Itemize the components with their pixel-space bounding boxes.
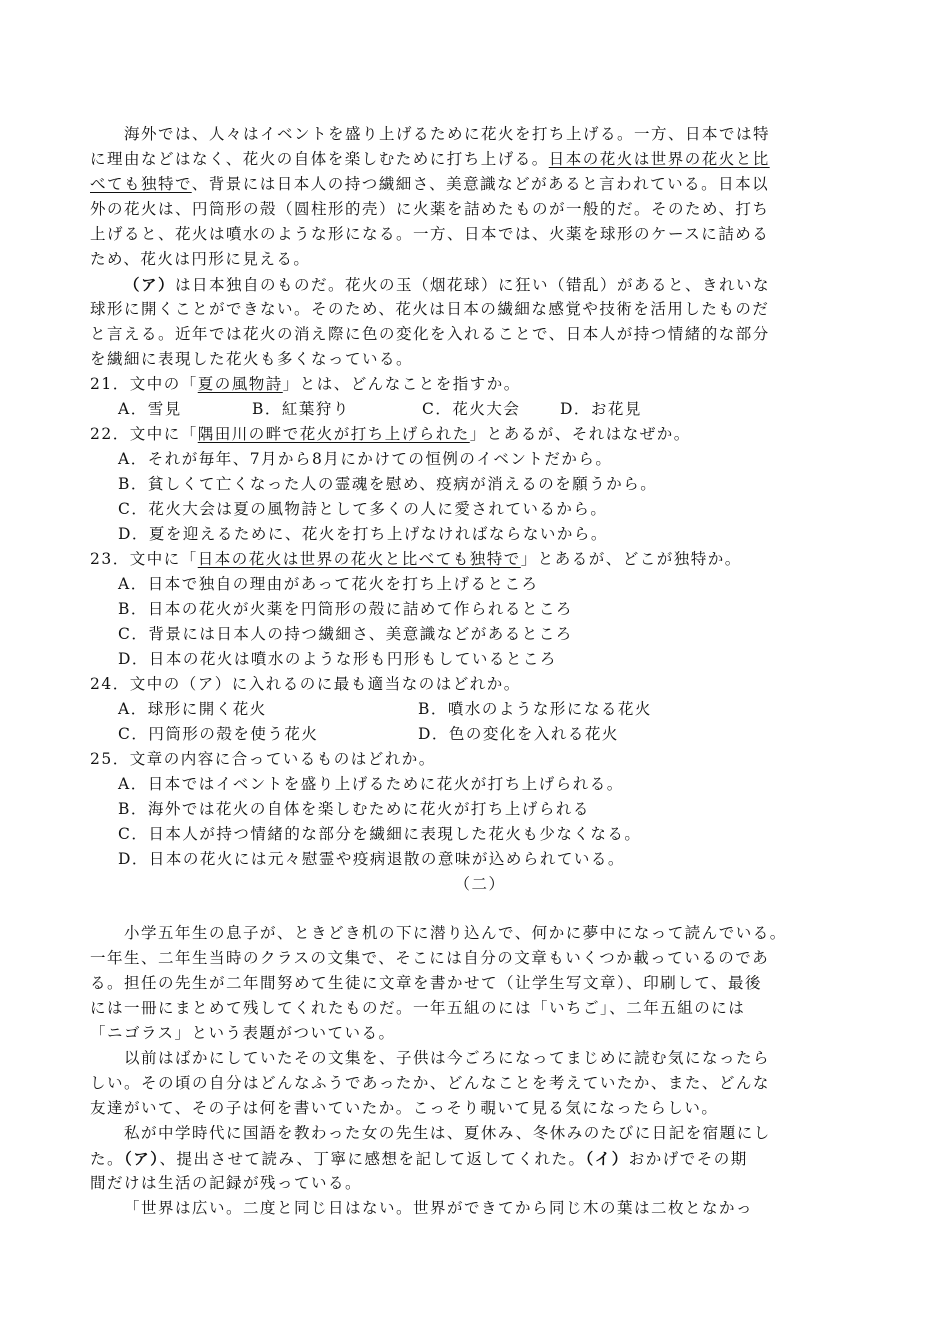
option-c[interactable]: C．円筒形の殻を使う花火 xyxy=(118,725,319,743)
option-d[interactable]: D．日本の花火には元々慰霊や疫病退散の意味が込められている。 xyxy=(118,850,625,868)
passage-line: る。担任の先生が二年間努めて生徒に文章を書かせて（让学生写文章）、印刷して、最後 xyxy=(90,974,762,992)
quoted-phrase: 隅田川の畔で花火が打ち上げられた xyxy=(197,425,470,443)
option-b[interactable]: B．貧しくて亡くなった人の霊魂を慰め、疫病が消えるのを願うから。 xyxy=(118,475,658,493)
question-stem: 22．文中に「隅田川の畔で花火が打ち上げられた」とあるが、それはなぜか。 xyxy=(90,425,691,443)
question-stem: 24．文中の（ア）に入れるのに最も適当なのはどれか。 xyxy=(90,675,521,693)
passage-line: と言える。近年では花火の消え際に色の変化を入れることで、日本人が持つ情緒的な部分 xyxy=(90,325,770,343)
question-stem: 23．文中に「日本の花火は世界の花火と比べても独特で」とあるが、どこが独特か。 xyxy=(90,550,742,568)
spacer xyxy=(90,897,870,921)
passage-line: 「世界は広い。二度と同じ日はない。世界ができてから同じ木の葉は二枚となかっ xyxy=(124,1199,754,1217)
question-stem: 25．文章の内容に合っているものはどれか。 xyxy=(90,750,436,768)
option-c[interactable]: C．背景には日本人の持つ繊細さ、美意識などがあるところ xyxy=(118,625,573,643)
passage-line: 以前はばかにしていたその文集を、子供は今ごろになってまじめに読む気になったら xyxy=(124,1049,771,1067)
passage-line: 外の花火は、円筒形の殻（圆柱形的壳）に火薬を詰めたものが一般的だ。そのため、打ち xyxy=(90,200,770,218)
quoted-phrase: 夏の風物詩 xyxy=(197,375,283,393)
question-22 xyxy=(90,422,870,547)
passage-line: には一冊にまとめて残してくれたものだ。一年五組のには「いちご」、二年五組のには xyxy=(90,999,746,1017)
passage-line: 友達がいて、その子は何を書いていたか。こっそり覗いて見る気になったらしい。 xyxy=(90,1099,719,1117)
passage-line: た。（ア）、提出させて読み、丁寧に感想を記して返してくれた。（イ）おかげでその期 xyxy=(90,1149,748,1168)
option-a[interactable]: A．日本ではイベントを盛り上げるために花火が打ち上げられる。 xyxy=(118,775,624,793)
passage-line: 私が中学時代に国語を教わった女の先生は、夏休み、冬休みのたびに日記を宿題にし xyxy=(124,1124,771,1142)
option-b[interactable]: B．紅葉狩り xyxy=(252,400,350,418)
passage-line: べても独特で、背景には日本人の持つ繊細さ、美意識などがあると言われている。日本以 xyxy=(90,175,770,193)
passage-line: しい。その頃の自分はどんなふうであったか、どんなことを考えていたか、また、どんな xyxy=(90,1074,770,1092)
passage-2 xyxy=(90,921,870,1221)
option-c[interactable]: C．日本人が持つ情緒的な部分を繊細に表現した花火も少なくなる。 xyxy=(118,825,642,843)
option-c[interactable]: C．花火大会 xyxy=(422,400,521,418)
option-a[interactable]: A．それが毎年、7月から8月にかけての恒例のイベントだから。 xyxy=(118,450,613,468)
option-b[interactable]: B．海外では花火の自体を楽しむために花火が打ち上げられる xyxy=(118,800,590,818)
passage-line: 小学五年生の息子が、ときどき机の下に潜り込んで、何かに夢中になって読んでいる。 xyxy=(124,924,787,942)
options-row xyxy=(90,697,870,722)
passage-line: 「ニゴラス」という表題がついている。 xyxy=(90,1024,396,1042)
underlined-phrase: べても独特で xyxy=(90,175,192,193)
passage-line: （ア）は日本独自のものだ。花火の玉（烟花球）に狂い（错乱）があると、きれいな xyxy=(124,275,771,294)
question-25 xyxy=(90,747,870,872)
question-stem: 21．文中の「夏の風物詩」とは、どんなことを指すか。 xyxy=(90,375,521,393)
option-d[interactable]: D．日本の花火は噴水のような形も円形もしているところ xyxy=(118,650,557,668)
blank-marker: （ア） xyxy=(124,1149,160,1168)
blank-marker: （イ） xyxy=(585,1149,629,1168)
option-a[interactable]: A．日本で独自の理由があって花火を打ち上げるところ xyxy=(118,575,539,593)
option-b[interactable]: B．噴水のような形になる花火 xyxy=(418,700,652,718)
passage-line: 球形に開くことができない。そのため、花火は日本の繊細な感覚や技術を活用したものだ xyxy=(90,300,770,318)
passage-line: 一年生、二年生当時のクラスの文集で、そこには自分の文章もいくつか載っているのであ xyxy=(90,949,770,967)
option-d[interactable]: D．お花見 xyxy=(560,400,642,418)
option-d[interactable]: D．色の変化を入れる花火 xyxy=(418,725,619,743)
option-a[interactable]: A．雪見 xyxy=(118,400,182,418)
question-21 xyxy=(90,372,870,422)
passage-1 xyxy=(90,122,870,372)
passage-line: に理由などはなく、花火の自体を楽しむために打ち上げる。日本の花火は世界の花火と比 xyxy=(90,150,770,168)
blank-marker: （ア） xyxy=(124,275,176,294)
passage-line: を繊細に表現した花火も多くなっている。 xyxy=(90,350,414,368)
quoted-phrase: 日本の花火は世界の花火と比べても独特で xyxy=(197,550,521,568)
option-b[interactable]: B．日本の花火が火薬を円筒形の殻に詰めて作られるところ xyxy=(118,600,573,618)
exam-page xyxy=(90,122,870,1221)
options-row xyxy=(90,722,870,747)
section-heading: （二） xyxy=(454,875,506,893)
option-d[interactable]: D．夏を迎えるために、花火を打ち上げなければならないから。 xyxy=(118,525,608,543)
options-row xyxy=(90,397,870,422)
passage-line: 上げると、花火は噴水のような形になる。一方、日本では、火薬を球形のケースに詰める xyxy=(90,225,770,243)
passage-line: 間だけは生活の記録が残っている。 xyxy=(90,1174,363,1192)
passage-line: ため、花火は円形に見える。 xyxy=(90,250,311,268)
question-23 xyxy=(90,547,870,672)
option-c[interactable]: C．花火大会は夏の風物詩として多くの人に愛されているから。 xyxy=(118,500,608,518)
option-a[interactable]: A．球形に開く花火 xyxy=(118,700,267,718)
question-24 xyxy=(90,672,870,747)
passage-line: 海外では、人々はイベントを盛り上げるために花火を打ち上げる。一方、日本では特 xyxy=(124,125,771,143)
underlined-phrase: 日本の花火は世界の花火と比 xyxy=(548,150,770,168)
